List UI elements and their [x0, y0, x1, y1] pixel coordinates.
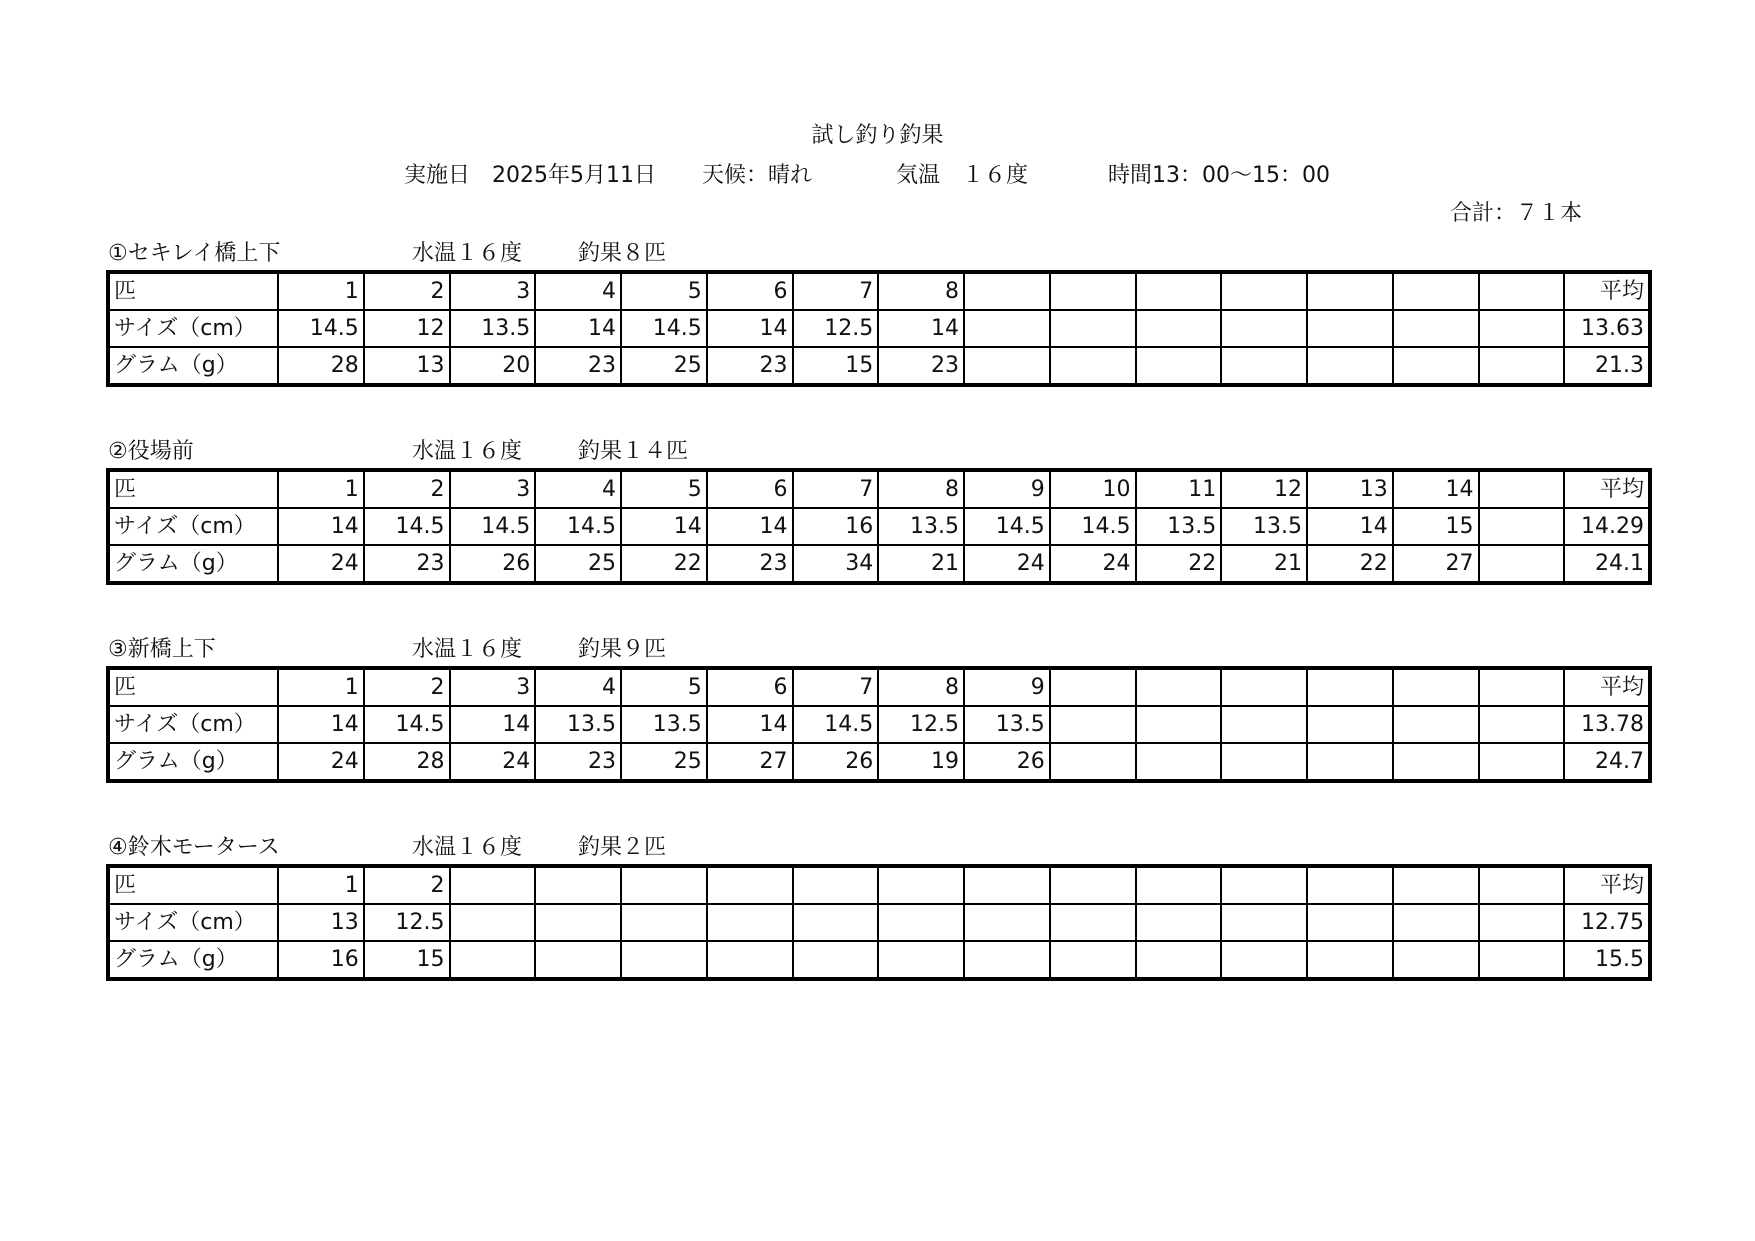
row-label: サイズ（cm）: [108, 508, 278, 545]
table-cell: [878, 941, 964, 979]
results-table-2: [106, 468, 1652, 585]
row-label: サイズ（cm）: [108, 706, 278, 743]
table-cell: [1393, 668, 1479, 706]
table-cell: 4: [535, 668, 621, 706]
row-label: グラム（g）: [108, 347, 278, 385]
table-cell: 23: [364, 545, 450, 583]
table-cell: 14.5: [364, 508, 450, 545]
table-cell: 27: [1393, 545, 1479, 583]
row-label: グラム（g）: [108, 941, 278, 979]
table-cell: 14: [707, 310, 793, 347]
table-cell: [1479, 272, 1565, 310]
table-cell: [1050, 743, 1136, 781]
table-cell: 12.5: [793, 310, 879, 347]
table-cell: 22: [621, 545, 707, 583]
weight-row: [108, 941, 1650, 979]
section-location: ②役場前: [108, 439, 194, 464]
table-cell: 13: [364, 347, 450, 385]
table-cell: [1136, 310, 1222, 347]
table-cell: [1479, 470, 1565, 508]
table-cell: 3: [450, 272, 536, 310]
table-cell: 25: [535, 545, 621, 583]
results-table-3: [106, 666, 1652, 783]
table-cell: [1050, 310, 1136, 347]
table-cell: [535, 866, 621, 904]
table-cell: [450, 941, 536, 979]
table-cell: 1: [278, 272, 364, 310]
table-cell: 8: [878, 272, 964, 310]
table-cell: 12.5: [364, 904, 450, 941]
average-cell: 12.75: [1564, 904, 1650, 941]
table-cell: [1050, 668, 1136, 706]
size-row: [108, 706, 1650, 743]
table-cell: [1221, 310, 1307, 347]
average-cell: 平均: [1564, 866, 1650, 904]
table-cell: 21: [878, 545, 964, 583]
table-cell: 13.5: [621, 706, 707, 743]
size-row: [108, 508, 1650, 545]
table-cell: 14.5: [450, 508, 536, 545]
weight-row: [108, 545, 1650, 583]
table-cell: 14: [535, 310, 621, 347]
table-cell: [1221, 941, 1307, 979]
trip-date: 実施日 2025年5月11日: [404, 163, 656, 188]
table-cell: [1393, 866, 1479, 904]
table-cell: 14: [450, 706, 536, 743]
table-cell: [1050, 904, 1136, 941]
table-cell: [1307, 941, 1393, 979]
results-table-1: [106, 270, 1652, 387]
table-cell: 14.5: [964, 508, 1050, 545]
table-cell: 15: [793, 347, 879, 385]
table-cell: 8: [878, 668, 964, 706]
table-cell: [1050, 941, 1136, 979]
table-cell: [1221, 668, 1307, 706]
table-cell: 23: [878, 347, 964, 385]
table-cell: [1136, 347, 1222, 385]
table-cell: 24: [450, 743, 536, 781]
trip-weather: 天候：晴れ: [702, 163, 813, 188]
table-cell: [1221, 866, 1307, 904]
row-label: 匹: [108, 668, 278, 706]
weight-row: [108, 743, 1650, 781]
table-cell: [1393, 706, 1479, 743]
average-cell: 14.29: [1564, 508, 1650, 545]
table-cell: 5: [621, 272, 707, 310]
section-location: ③新橋上下: [108, 637, 216, 662]
table-cell: 3: [450, 470, 536, 508]
table-cell: [1479, 347, 1565, 385]
table-cell: 26: [964, 743, 1050, 781]
row-label: 匹: [108, 866, 278, 904]
table-cell: 14: [707, 706, 793, 743]
count-row: [108, 272, 1650, 310]
table-cell: 13.5: [1136, 508, 1222, 545]
row-label: グラム（g）: [108, 545, 278, 583]
average-cell: 24.1: [1564, 545, 1650, 583]
table-cell: 14.5: [278, 310, 364, 347]
table-cell: 24: [964, 545, 1050, 583]
table-cell: [1479, 310, 1565, 347]
table-cell: 2: [364, 470, 450, 508]
table-cell: [1136, 941, 1222, 979]
table-cell: [1136, 866, 1222, 904]
table-cell: [1050, 706, 1136, 743]
table-cell: [1136, 272, 1222, 310]
table-cell: [1221, 347, 1307, 385]
table-cell: 2: [364, 866, 450, 904]
section-location: ④鈴木モータース: [108, 835, 280, 860]
table-cell: 22: [1136, 545, 1222, 583]
table-cell: 26: [793, 743, 879, 781]
total-catch: 合計：７１本: [1450, 201, 1583, 226]
table-cell: 13.5: [450, 310, 536, 347]
size-row: [108, 904, 1650, 941]
table-cell: [1393, 743, 1479, 781]
table-cell: [707, 866, 793, 904]
table-cell: [1136, 904, 1222, 941]
section-location: ①セキレイ橋上下: [108, 241, 281, 266]
section-water-temp: 水温１６度: [412, 439, 523, 464]
section-catch-count: 釣果８匹: [578, 241, 667, 266]
table-cell: 22: [1307, 545, 1393, 583]
table-cell: [1479, 743, 1565, 781]
table-cell: 1: [278, 668, 364, 706]
table-cell: 23: [707, 347, 793, 385]
table-cell: [793, 904, 879, 941]
average-cell: 24.7: [1564, 743, 1650, 781]
table-cell: [1479, 668, 1565, 706]
table-cell: [1479, 706, 1565, 743]
table-cell: 12: [364, 310, 450, 347]
table-cell: 26: [450, 545, 536, 583]
table-cell: 7: [793, 668, 879, 706]
table-cell: 28: [278, 347, 364, 385]
average-cell: 平均: [1564, 272, 1650, 310]
weight-row: [108, 347, 1650, 385]
table-cell: 23: [535, 347, 621, 385]
trip-air-temp: 気温 １６度: [896, 163, 1029, 188]
table-cell: [450, 904, 536, 941]
table-cell: [964, 347, 1050, 385]
table-cell: [1307, 347, 1393, 385]
section-water-temp: 水温１６度: [412, 835, 523, 860]
table-cell: [1393, 941, 1479, 979]
table-cell: 13.5: [878, 508, 964, 545]
table-cell: [1479, 941, 1565, 979]
table-cell: [1307, 272, 1393, 310]
table-cell: 6: [707, 272, 793, 310]
table-cell: 15: [364, 941, 450, 979]
table-cell: 16: [793, 508, 879, 545]
section-water-temp: 水温１６度: [412, 241, 523, 266]
count-row: [108, 866, 1650, 904]
table-cell: [1393, 272, 1479, 310]
table-cell: 24: [278, 743, 364, 781]
table-cell: [621, 866, 707, 904]
table-cell: [1050, 272, 1136, 310]
section-water-temp: 水温１６度: [412, 637, 523, 662]
table-cell: [1307, 743, 1393, 781]
table-cell: 23: [707, 545, 793, 583]
table-cell: [793, 866, 879, 904]
table-cell: [1307, 706, 1393, 743]
table-cell: [1307, 866, 1393, 904]
row-label: サイズ（cm）: [108, 904, 278, 941]
table-cell: [1221, 743, 1307, 781]
table-cell: [1221, 904, 1307, 941]
average-cell: 13.63: [1564, 310, 1650, 347]
table-cell: 28: [364, 743, 450, 781]
average-cell: 21.3: [1564, 347, 1650, 385]
table-cell: [1050, 347, 1136, 385]
table-cell: [1479, 508, 1565, 545]
table-cell: 9: [964, 668, 1050, 706]
table-cell: [1307, 668, 1393, 706]
table-cell: [964, 866, 1050, 904]
table-cell: 11: [1136, 470, 1222, 508]
table-cell: 6: [707, 668, 793, 706]
table-cell: 10: [1050, 470, 1136, 508]
section-catch-count: 釣果１４匹: [578, 439, 689, 464]
table-cell: [535, 941, 621, 979]
table-cell: 14: [707, 508, 793, 545]
trip-time: 時間13：00～15：00: [1108, 163, 1330, 188]
table-cell: [1393, 904, 1479, 941]
table-cell: [707, 941, 793, 979]
table-cell: 13.5: [964, 706, 1050, 743]
table-cell: 25: [621, 743, 707, 781]
table-cell: [964, 904, 1050, 941]
table-cell: [964, 310, 1050, 347]
table-cell: [1479, 904, 1565, 941]
table-cell: 1: [278, 866, 364, 904]
row-label: 匹: [108, 470, 278, 508]
table-cell: [1136, 668, 1222, 706]
table-cell: 14: [278, 706, 364, 743]
table-cell: 34: [793, 545, 879, 583]
table-cell: 14: [1393, 470, 1479, 508]
table-cell: 14: [621, 508, 707, 545]
section-catch-count: 釣果９匹: [578, 637, 667, 662]
table-cell: [878, 866, 964, 904]
table-cell: [1479, 866, 1565, 904]
table-cell: 14.5: [1050, 508, 1136, 545]
table-cell: 14: [878, 310, 964, 347]
count-row: [108, 470, 1650, 508]
table-cell: 14.5: [793, 706, 879, 743]
table-cell: 4: [535, 470, 621, 508]
table-cell: [535, 904, 621, 941]
table-cell: 12: [1221, 470, 1307, 508]
table-cell: 8: [878, 470, 964, 508]
table-cell: 27: [707, 743, 793, 781]
table-cell: [1307, 310, 1393, 347]
table-cell: 23: [535, 743, 621, 781]
table-cell: 19: [878, 743, 964, 781]
table-cell: 13.5: [1221, 508, 1307, 545]
table-cell: [1136, 706, 1222, 743]
table-cell: [621, 941, 707, 979]
table-cell: 14: [1307, 508, 1393, 545]
table-cell: [1393, 310, 1479, 347]
table-cell: 2: [364, 272, 450, 310]
table-cell: 14: [278, 508, 364, 545]
average-cell: 13.78: [1564, 706, 1650, 743]
table-cell: 25: [621, 347, 707, 385]
table-cell: 6: [707, 470, 793, 508]
table-cell: 1: [278, 470, 364, 508]
table-cell: 16: [278, 941, 364, 979]
table-cell: 15: [1393, 508, 1479, 545]
count-row: [108, 668, 1650, 706]
table-cell: [1221, 272, 1307, 310]
table-cell: 13.5: [535, 706, 621, 743]
table-cell: 24: [278, 545, 364, 583]
size-row: [108, 310, 1650, 347]
table-cell: [793, 941, 879, 979]
table-cell: 14.5: [535, 508, 621, 545]
table-cell: [707, 904, 793, 941]
table-cell: 12.5: [878, 706, 964, 743]
row-label: サイズ（cm）: [108, 310, 278, 347]
table-cell: [1479, 545, 1565, 583]
section-catch-count: 釣果２匹: [578, 835, 667, 860]
average-cell: 15.5: [1564, 941, 1650, 979]
table-cell: [1307, 904, 1393, 941]
table-cell: 7: [793, 470, 879, 508]
average-cell: 平均: [1564, 470, 1650, 508]
table-cell: 2: [364, 668, 450, 706]
table-cell: 3: [450, 668, 536, 706]
table-cell: [1136, 743, 1222, 781]
table-cell: 9: [964, 470, 1050, 508]
row-label: グラム（g）: [108, 743, 278, 781]
table-cell: 24: [1050, 545, 1136, 583]
table-cell: 14.5: [364, 706, 450, 743]
table-cell: 13: [1307, 470, 1393, 508]
table-cell: [964, 941, 1050, 979]
table-cell: 5: [621, 470, 707, 508]
table-cell: [1050, 866, 1136, 904]
table-cell: 13: [278, 904, 364, 941]
page-title: 試し釣り釣果: [811, 123, 944, 148]
table-cell: 14.5: [621, 310, 707, 347]
table-cell: 4: [535, 272, 621, 310]
table-cell: [964, 272, 1050, 310]
table-cell: 20: [450, 347, 536, 385]
table-cell: [1393, 347, 1479, 385]
table-cell: [450, 866, 536, 904]
table-cell: [878, 904, 964, 941]
table-cell: [1221, 706, 1307, 743]
table-cell: 5: [621, 668, 707, 706]
table-cell: [621, 904, 707, 941]
table-cell: 21: [1221, 545, 1307, 583]
row-label: 匹: [108, 272, 278, 310]
average-cell: 平均: [1564, 668, 1650, 706]
results-table-4: [106, 864, 1652, 981]
table-cell: 7: [793, 272, 879, 310]
